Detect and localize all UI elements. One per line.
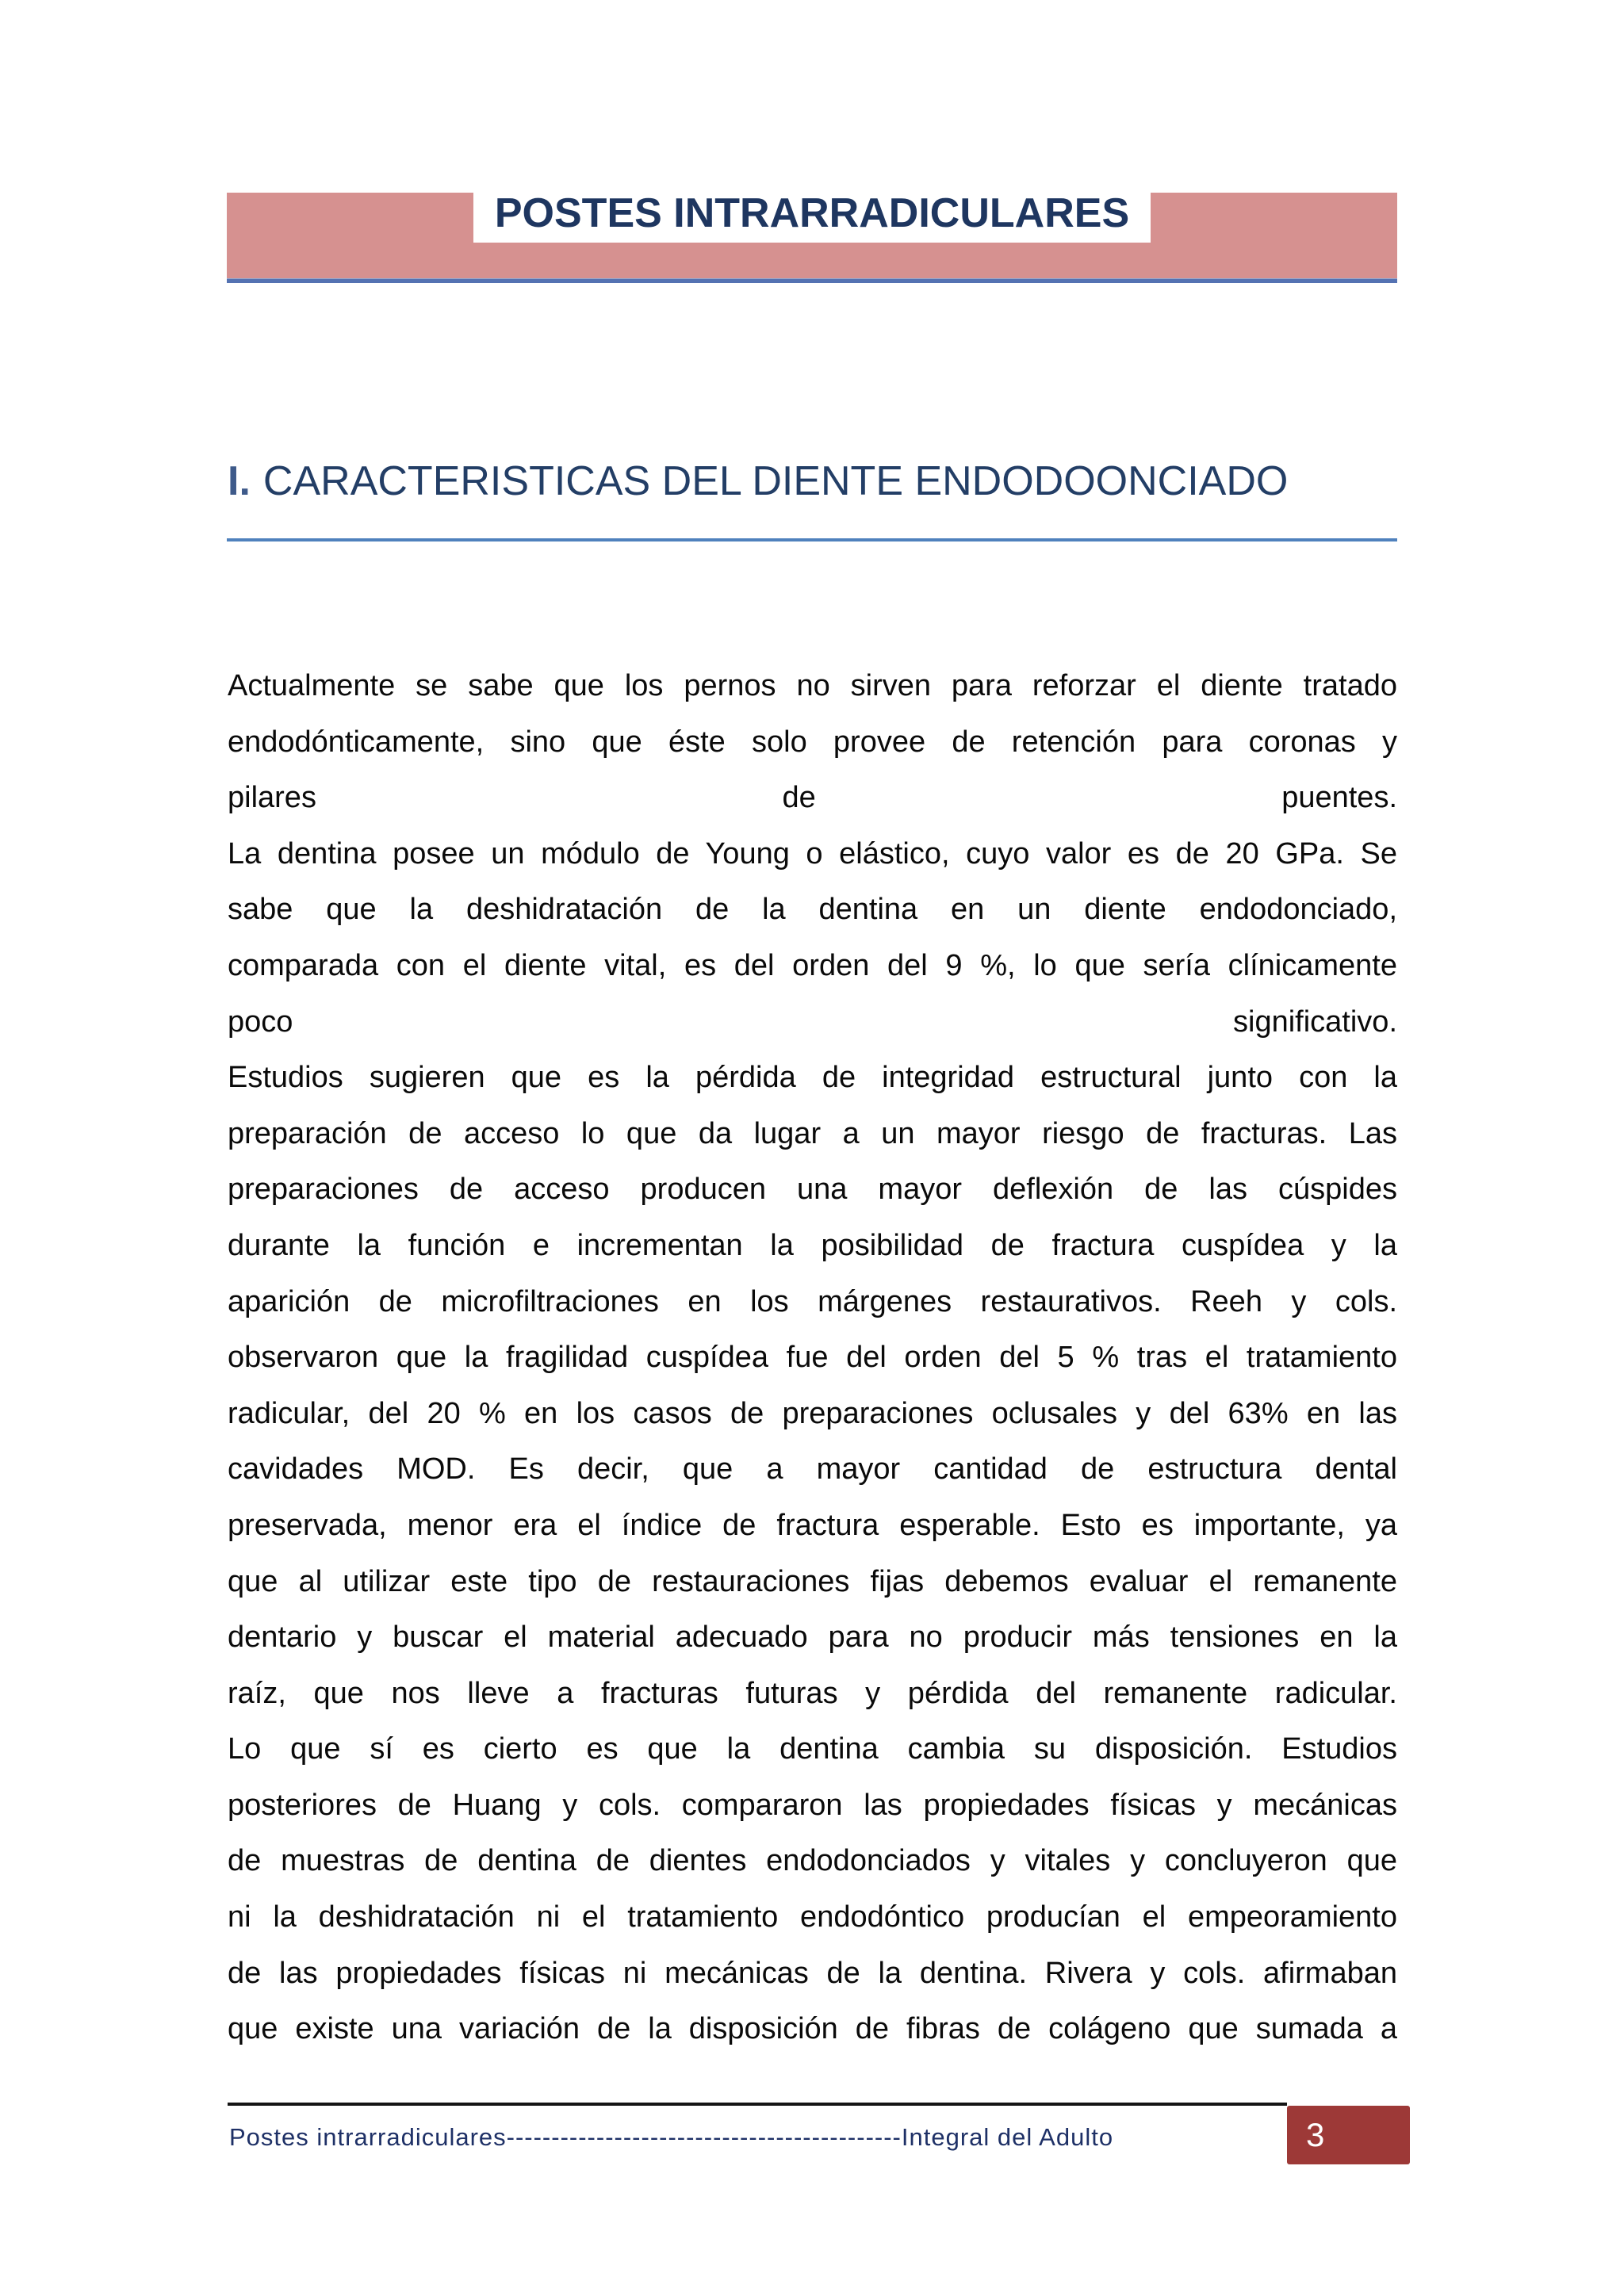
body-line: La dentina posee un módulo de Young o elástico, cuyo valor es de 20 GPa. Se	[228, 836, 1397, 871]
banner-underline	[227, 278, 1397, 283]
footer-right-text: Integral del Adulto	[901, 2123, 1114, 2151]
page-number-box	[1287, 2106, 1410, 2164]
body-line: sabe que la deshidratación de la dentina en un diente endodonciado,	[228, 893, 1397, 927]
section-heading	[228, 457, 1398, 506]
body-line: preparaciones de acceso producen una mayor deflexión de las cúspides	[228, 1173, 1397, 1207]
body-line: que al utilizar este tipo de restauraciones fijas debemos evaluar el remanente	[228, 1564, 1397, 1598]
body-line: que existe una variación de la disposición de fibras de colágeno que sumada a	[228, 2012, 1397, 2046]
title-box	[473, 179, 1151, 243]
heading-underline	[227, 538, 1397, 541]
body-line: poco significativo.	[228, 1004, 1397, 1039]
section-numeral: I.	[228, 458, 251, 504]
page-number: 3	[1306, 2116, 1325, 2153]
body-line: pilares de puentes.	[228, 781, 1397, 815]
body-line: observaron que la fragilidad cuspídea fue del orden del 5 % tras el tratamiento	[228, 1341, 1397, 1375]
document-title: POSTES INTRARRADICULARES	[494, 190, 1130, 236]
body-line: preparación de acceso lo que da lugar a un mayor riesgo de fracturas. Las	[228, 1116, 1397, 1150]
footer-text	[229, 2122, 1284, 2153]
body-line: aparición de microfiltraciones en los márgenes restaurativos. Reeh y cols.	[228, 1284, 1397, 1318]
body-line: Estudios sugieren que es la pérdida de integridad estructural junto con la	[228, 1061, 1397, 1095]
body-line: posteriores de Huang y cols. compararon las propiedades físicas y mecánicas	[228, 1788, 1397, 1822]
footer-dashes: --------------------------------------------	[506, 2123, 902, 2151]
body-line: raíz, que nos lleve a fracturas futuras y pérdida del remanente radicular.	[228, 1676, 1397, 1710]
section-heading-text: CARACTERISTICAS DEL DIENTE ENDODOONCIADO	[262, 458, 1289, 504]
footer-left-text: Postes intrarradiculares	[229, 2123, 507, 2151]
body-line: preservada, menor era el índice de fractura esperable. Esto es importante, ya	[228, 1508, 1397, 1542]
body-line: dentario y buscar el material adecuado para no producir más tensiones en la	[228, 1621, 1397, 1655]
body-line: ni la deshidratación ni el tratamiento endodóntico producían el empeoramiento	[228, 1900, 1397, 1934]
body-line: comparada con el diente vital, es del orden del 9 %, lo que sería clínicamente	[228, 948, 1397, 982]
body-line: Lo que sí es cierto es que la dentina cambia su disposición. Estudios	[228, 1732, 1397, 1766]
body-line: cavidades MOD. Es decir, que a mayor cantidad de estructura dental	[228, 1452, 1397, 1487]
body-line: de muestras de dentina de dientes endodonciados y vitales y concluyeron que	[228, 1844, 1397, 1878]
body-line: endodónticamente, sino que éste solo provee de retención para coronas y	[228, 725, 1397, 759]
body-line: radicular, del 20 % en los casos de preparaciones oclusales y del 63% en las	[228, 1396, 1397, 1430]
footer-rule	[228, 2103, 1287, 2106]
body-line: durante la función e incrementan la posibilidad de fractura cuspídea y la	[228, 1228, 1397, 1262]
body-line: Actualmente se sabe que los pernos no sirven para reforzar el diente tratado	[228, 669, 1397, 702]
body-line: de las propiedades físicas ni mecánicas de la dentina. Rivera y cols. afirmaban	[228, 1956, 1397, 1990]
body-text	[228, 658, 1397, 2057]
